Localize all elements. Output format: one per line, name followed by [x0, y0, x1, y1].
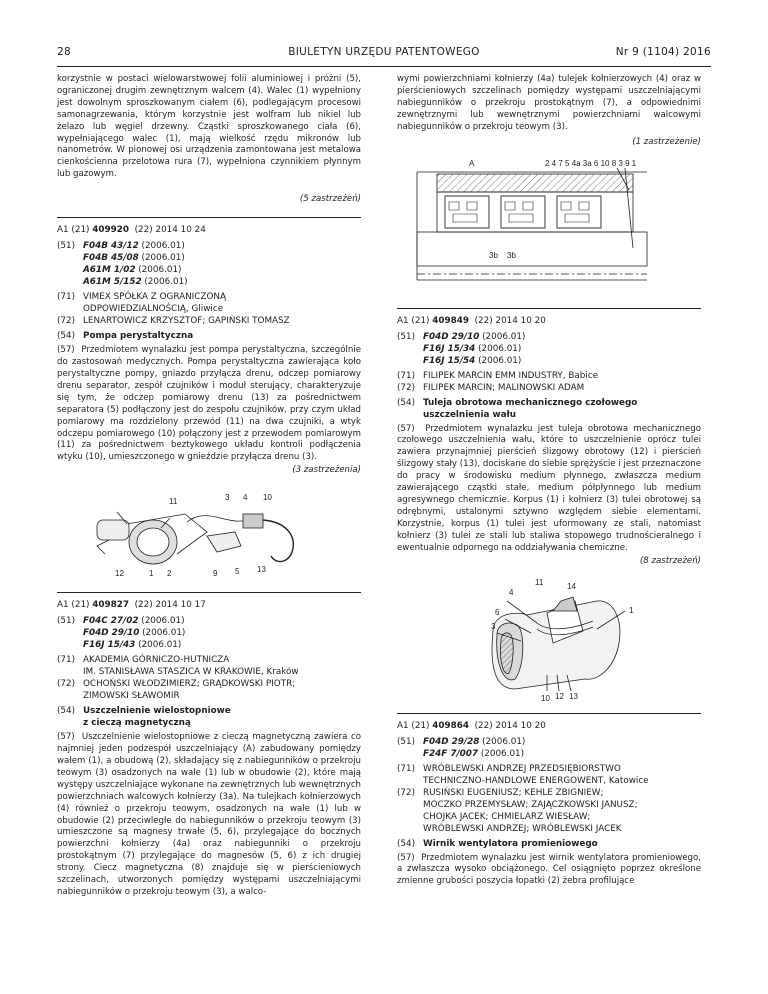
application-number: 409864 — [432, 720, 470, 731]
entry-header: A1 (21) 409864 (22) 2014 10 20 — [397, 720, 546, 731]
invention-title: Wirnik wentylatora promieniowego — [423, 838, 598, 849]
abstract: (57) Przedmiotem wynalazku jest wirnik wentylatora promieniowego, a zwłaszcza wysoko obciążonego. Cel osiągnięto poprzez określone zmienne grubości poszycia łopatki (2) żebra profilujące — [397, 852, 701, 887]
seal-figure — [397, 152, 701, 302]
fig-label: 13 — [569, 691, 578, 701]
application-number: 409920 — [92, 225, 130, 236]
fig-label: 4 — [243, 493, 248, 503]
fig-label: 12 — [115, 569, 124, 579]
invention-title: Pompa perystaltyczna — [83, 331, 194, 342]
filing-date: 2014 10 20 — [495, 720, 546, 731]
inventors-row: (72) LENARTOWICZ KRZYSZTOF; GAPIŃSKI TOMASZ — [57, 316, 290, 327]
fig-label: 11 — [169, 497, 178, 507]
fig-label: 3 — [491, 621, 496, 631]
fig-label: 13 — [257, 565, 266, 575]
abstract: (57) Przedmiotem wynalazku jest pompa perystaltyczna, szczególnie do zastosowań medycznych. Pompa perystaltyczna zawierająca koło perystaltyczne pompy, gniazdo przyłącza drenu, odczep pomiarowy drenu separator, zespół czujników i moduł sterujący, charakteryzuje się tym, że odczep pomiarowy drenu (13) za pośrednictwem separatora (5) podłączony jest do zespołu czujników, przy czym układ pomiarowy ma rozdzielony przewód (11) na dwa czujniki, a wtyk odczepu pomiarowego (10) połączony jest z przewodem pomiarowym (11) za pośrednictwem beztykowego układu kontroli podłączenia wtyku (10), umieszczonego w gnieździe przyłącza drenu (3). — [57, 345, 361, 463]
filing-date: 2014 10 17 — [155, 600, 206, 611]
entry-separator — [57, 217, 361, 218]
entry-header: A1 (21) 409827 (22) 2014 10 17 — [57, 600, 206, 611]
entry-separator — [397, 308, 701, 309]
entry-header: A1 (21) 409849 (22) 2014 10 20 — [397, 315, 546, 326]
bulletin-title: BIULETYN URZĘDU PATENTOWEGO — [288, 46, 480, 58]
ipc-row: (51) F04D 29/10 (2006.01) F16J 15/34 (2006.01) F16J 15/54 (2006.01) — [397, 331, 526, 366]
claims-count: (1 zastrzeżenie) — [632, 136, 701, 147]
fig-label: 1 — [629, 605, 634, 615]
fig-label: 3b — [507, 250, 516, 260]
fig-label: 9 — [213, 569, 218, 579]
fig-label: 10 — [263, 493, 272, 503]
patent-entry-409849 — [397, 315, 701, 705]
title-row: (54) Wirnik wentylatora promieniowego — [397, 838, 701, 850]
sleeve-figure — [397, 571, 701, 705]
claims-count: (5 zastrzeżeń) — [299, 194, 361, 205]
inventors-row: (72) FILIPEK MARCIN; MALINOWSKI ADAM — [397, 382, 585, 393]
invention-title: Tuleja obrotowa mechanicznego czołowego — [423, 397, 638, 408]
applicant-row: (71) FILIPEK MARCIN EMM INDUSTRY, Babice — [397, 370, 599, 381]
claims-count: (3 zastrzeżenia) — [292, 465, 361, 476]
claims-count: (8 zastrzeżeń) — [639, 555, 701, 566]
patent-entry-409827 — [57, 599, 361, 899]
fig-label: 3b — [489, 250, 498, 260]
ipc-row: (51) F04C 27/02 (2006.01) F04D 29/10 (2006.01) F16J 15/43 (2006.01) — [57, 616, 186, 651]
invention-title: Uszczelnienie wielostopniowe — [83, 706, 231, 717]
page-number: 28 — [57, 46, 71, 58]
fig-label: 5 — [235, 567, 240, 577]
abstract: (57) Uszczelnienie wielostopniowe z cieczą magnetyczną zawiera co najmniej jeden podzespół uszczelniający (A) zabudowany pomiędzy wałem (1), a obudową (2), składający się z nabiegunników o przekroju teowym (3) osadzonych na wale (1) lub w obudowie (2), które mają występy uszczelniające wykonane na zewnętrznych lub wewnętrznych powierzchniach walcowych kołnierzy (3a). Na tulejkach kołnierzowych (4) również o przekroju teowym, osadzonych na wale (1) lub w obudowie (2) przeciwległe do nabiegunników o przekroju teowym (3) umieszczone są magnesy trwałe (5, 6), przylegające do bocznych powierzchni kołnierzy (4a) oraz nabiegunniki o przekroju prostokątnym (7) przylegające do magnesów (5, 6) z ich drugiej strony. Ciecz magnetyczna (8) znajduje się w pierścieniowych szczelinach, utworzonych pomiędzy występami uszczelniającymi nabiegunników o przekroju teowym (3), a walco- — [57, 732, 361, 897]
patent-entry-409864 — [397, 720, 701, 889]
entry-separator — [57, 592, 361, 593]
application-number: 409827 — [92, 600, 130, 611]
title-row: (54) Uszczelnienie wielostopniowe z cieczą magnetyczną — [57, 705, 361, 729]
title-row: (54) Pompa perystaltyczna — [57, 330, 361, 342]
continued-abstract: wymi powierzchniami kołnierzy (4a) tulejek kołnierzowych (4) oraz w pierścieniowych szczelinach pomiędzy występami uszczelniającymi nabiegunników o przekroju prostokątnym (7), a odpowiednimi zewnętrznymi lub wewnętrznymi powierzchniami walcowymi nabiegunników o przekroju teowym (3). — [397, 74, 701, 132]
page-header — [57, 46, 711, 62]
fig-label: 4 — [509, 587, 514, 597]
fig-label: 12 — [555, 691, 564, 701]
abstract: (57) Przedmiotem wynalazku jest tuleja obrotowa mechanicznego czołowego uszczelnienia wału, które to uszczelnienie oprócz tulei zawiera przynajmniej pierścień ślizgowy obrotowy (12) i pierścień ślizgowy stały (13), dociskane do siebie sprężyście i jest przeznaczone do pracy w środowisku medium płynnego, zwłaszcza medium zawierającego cząstki stałe, medium półpłynnego lub medium agresywnego chemicznie. Korpus (1) i kołnierz (3) tulei obrotowej są odrębnymi, ustalonymi sztywno względem siebie elementami. Korzystnie, korpus (1) tulei jest uformowany ze stali, natomiast kołnierz (3) tulei ze stali lub staliwa stopowego trudnościeralnego i ewentualnie odpornego na oddziaływania chemiczne. — [397, 423, 702, 553]
ipc-row: (51) F04B 43/12 (2006.01) F04B 45/08 (2006.01) A61M 1/02 (2006.01) A61M 5/152 (2006.01) — [57, 241, 188, 288]
fig-label: 10 — [541, 693, 550, 703]
fig-label: 3 — [225, 493, 230, 503]
header-rule — [57, 66, 711, 67]
fig-label: A — [469, 158, 475, 168]
ipc-row: (51) F04D 29/28 (2006.01) F24F 7/007 (2006.01) — [397, 736, 526, 759]
fig-label: 6 — [495, 607, 500, 617]
entry-separator — [397, 713, 701, 714]
left-column — [57, 74, 361, 899]
applicant-row: (71) WRÓBLEWSKI ANDRZEJ PRZEDSIĘBIORSTWO TECHNICZNO-HANDLOWE ENERGOWENT, Katowice — [397, 763, 649, 786]
applicant-row: (71) AKADEMIA GÓRNICZO-HUTNICZA IM. STANISŁAWA STASZICA W KRAKOWIE, Kraków — [57, 655, 299, 678]
fig-label: 11 — [535, 577, 544, 587]
filing-date: 2014 10 20 — [495, 315, 546, 326]
fig-label: 1 — [149, 569, 154, 579]
inventors-row: (72) RUSIŃSKI EUGENIUSZ; KEHLE ZBIGNIEW; MOCZKO PRZEMYSŁAW; ZAJĄCZKOWSKI JANUSZ; CHOJKA JACEK; CHMIELARZ WIESŁAW; WRÓBLEWSKI ANDRZEJ; WRÓBLEWSKI JACEK — [397, 787, 638, 834]
issue-number: Nr 9 (1104) 2016 — [615, 46, 711, 58]
application-number: 409849 — [432, 315, 470, 326]
fig-label-sequence: 2 4 7 5 4a 3a 6 10 8 3 9 1 — [545, 158, 637, 168]
title-row: (54) Tuleja obrotowa mechanicznego czołowego uszczelnienia wału — [397, 397, 701, 421]
applicant-row: (71) VIMEX SPÓŁKA Z OGRANICZONĄ ODPOWIEDZIALNOŚCIĄ, Gliwice — [57, 292, 226, 315]
fig-label: 2 — [167, 569, 172, 579]
filing-date: 2014 10 24 — [155, 225, 206, 236]
inventors-row: (72) OCHOŃSKI WŁODZIMIERZ; GRĄDKOWSKI PIOTR; ZIMOWSKI SŁAWOMIR — [57, 679, 296, 702]
pump-figure — [57, 476, 361, 586]
right-column — [397, 74, 701, 888]
entry-header: A1 (21) 409920 (22) 2014 10 24 — [57, 225, 206, 236]
fig-label: 14 — [567, 581, 576, 591]
continued-abstract: korzystnie w postaci wielowarstwowej folii aluminiowej i próżni (5), ograniczonej drugim zewnętrznym walcem (4). Walec (1) wypełniony jest dowolnym sproszkowanym ciałem (6), podlegającym procesowi samonagrzewania, którym korzystnie jest wolfram lub nikiel lub żelazo lub węgiel drzewny. Cząstki sproszkowanego ciała (6), wypełniającego walec (1), mają wielkość rzędu mikronów lub nanometrów. W pionowej osi urządzenia zamontowana jest metalowa cienkościenna przelotowa rura (7), wypełniona czynnikiem płynnym lub gazowym. — [57, 74, 361, 180]
patent-entry-409920 — [57, 224, 361, 586]
